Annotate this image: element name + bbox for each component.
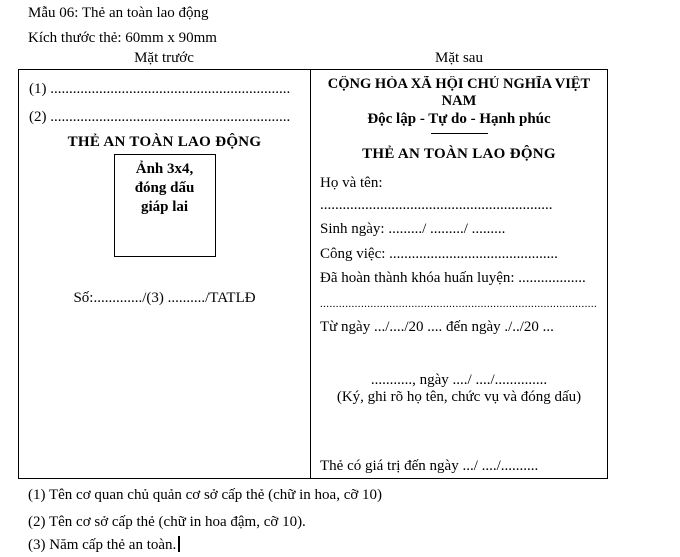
national-title-line-1: CỘNG HÒA XÃ HỘI CHỦ NGHĨA VIỆT — [327, 76, 591, 92]
birth-date-line: Sinh ngày: ........./ ........./ ......... — [320, 221, 506, 237]
footnote-1: (1) Tên cơ quan chủ quản cơ sở cấp thẻ (chữ in hoa, cỡ 10) — [28, 487, 383, 503]
motto-divider — [431, 133, 488, 134]
front-issuer-line-2: (2) ................................................................ — [29, 109, 291, 125]
national-title — [320, 76, 598, 110]
serial-number-line: Số:............./(3) ........../TATLĐ — [73, 290, 256, 306]
front-card-title: THẺ AN TOÀN LAO ĐỘNG — [67, 134, 262, 150]
back-side-label: Mặt sau — [435, 50, 483, 66]
front-issuer-line-1: (1) ................................................................ — [29, 81, 291, 97]
photo-box — [114, 154, 216, 257]
training-dotted-line: ........................................................................................ — [320, 298, 598, 310]
footnote-3 — [28, 536, 180, 554]
front-side-label: Mặt trước — [134, 50, 194, 66]
name-label: Họ và tên: — [320, 175, 383, 191]
name-dotted-line: .............................................................. — [320, 197, 553, 213]
card-size-label: Kích thước thẻ: 60mm x 90mm — [28, 30, 217, 46]
photo-box-line-3: giáp lai — [140, 199, 189, 215]
expiry-line: Thẻ có giá trị đến ngày .../ ..../.......... — [320, 458, 539, 474]
validity-period-line: Từ ngày .../..../20 .... đến ngày ./../20 ... — [320, 319, 554, 335]
text-cursor — [178, 536, 180, 552]
footnote-2: (2) Tên cơ sở cấp thẻ (chữ in hoa đậm, cỡ 10). — [28, 514, 306, 530]
form-number-label: Mẫu 06: Thẻ an toàn lao động — [28, 5, 209, 21]
sign-place-date-line: ..........., ngày ..../ ..../.............. — [370, 372, 548, 388]
job-line: Công việc: ............................................. — [320, 246, 558, 262]
back-card-title: THẺ AN TOÀN LAO ĐỘNG — [362, 146, 556, 162]
photo-box-line-2: đóng dấu — [134, 180, 195, 196]
card-back-cell — [311, 70, 607, 478]
motto-line: Độc lập - Tự do - Hạnh phúc — [367, 111, 551, 127]
photo-box-line-1: Ảnh 3x4, — [135, 161, 194, 177]
national-title-line-2: NAM — [441, 93, 477, 109]
training-line: Đã hoàn thành khóa huấn luyện: .................. — [320, 270, 586, 286]
card-layout-table — [18, 69, 608, 479]
footnote-3-text: (3) Năm cấp thẻ an toàn. — [28, 537, 177, 553]
sign-instruction-line: (Ký, ghi rõ họ tên, chức vụ và đóng dấu) — [336, 389, 582, 405]
card-front-cell — [19, 70, 311, 478]
